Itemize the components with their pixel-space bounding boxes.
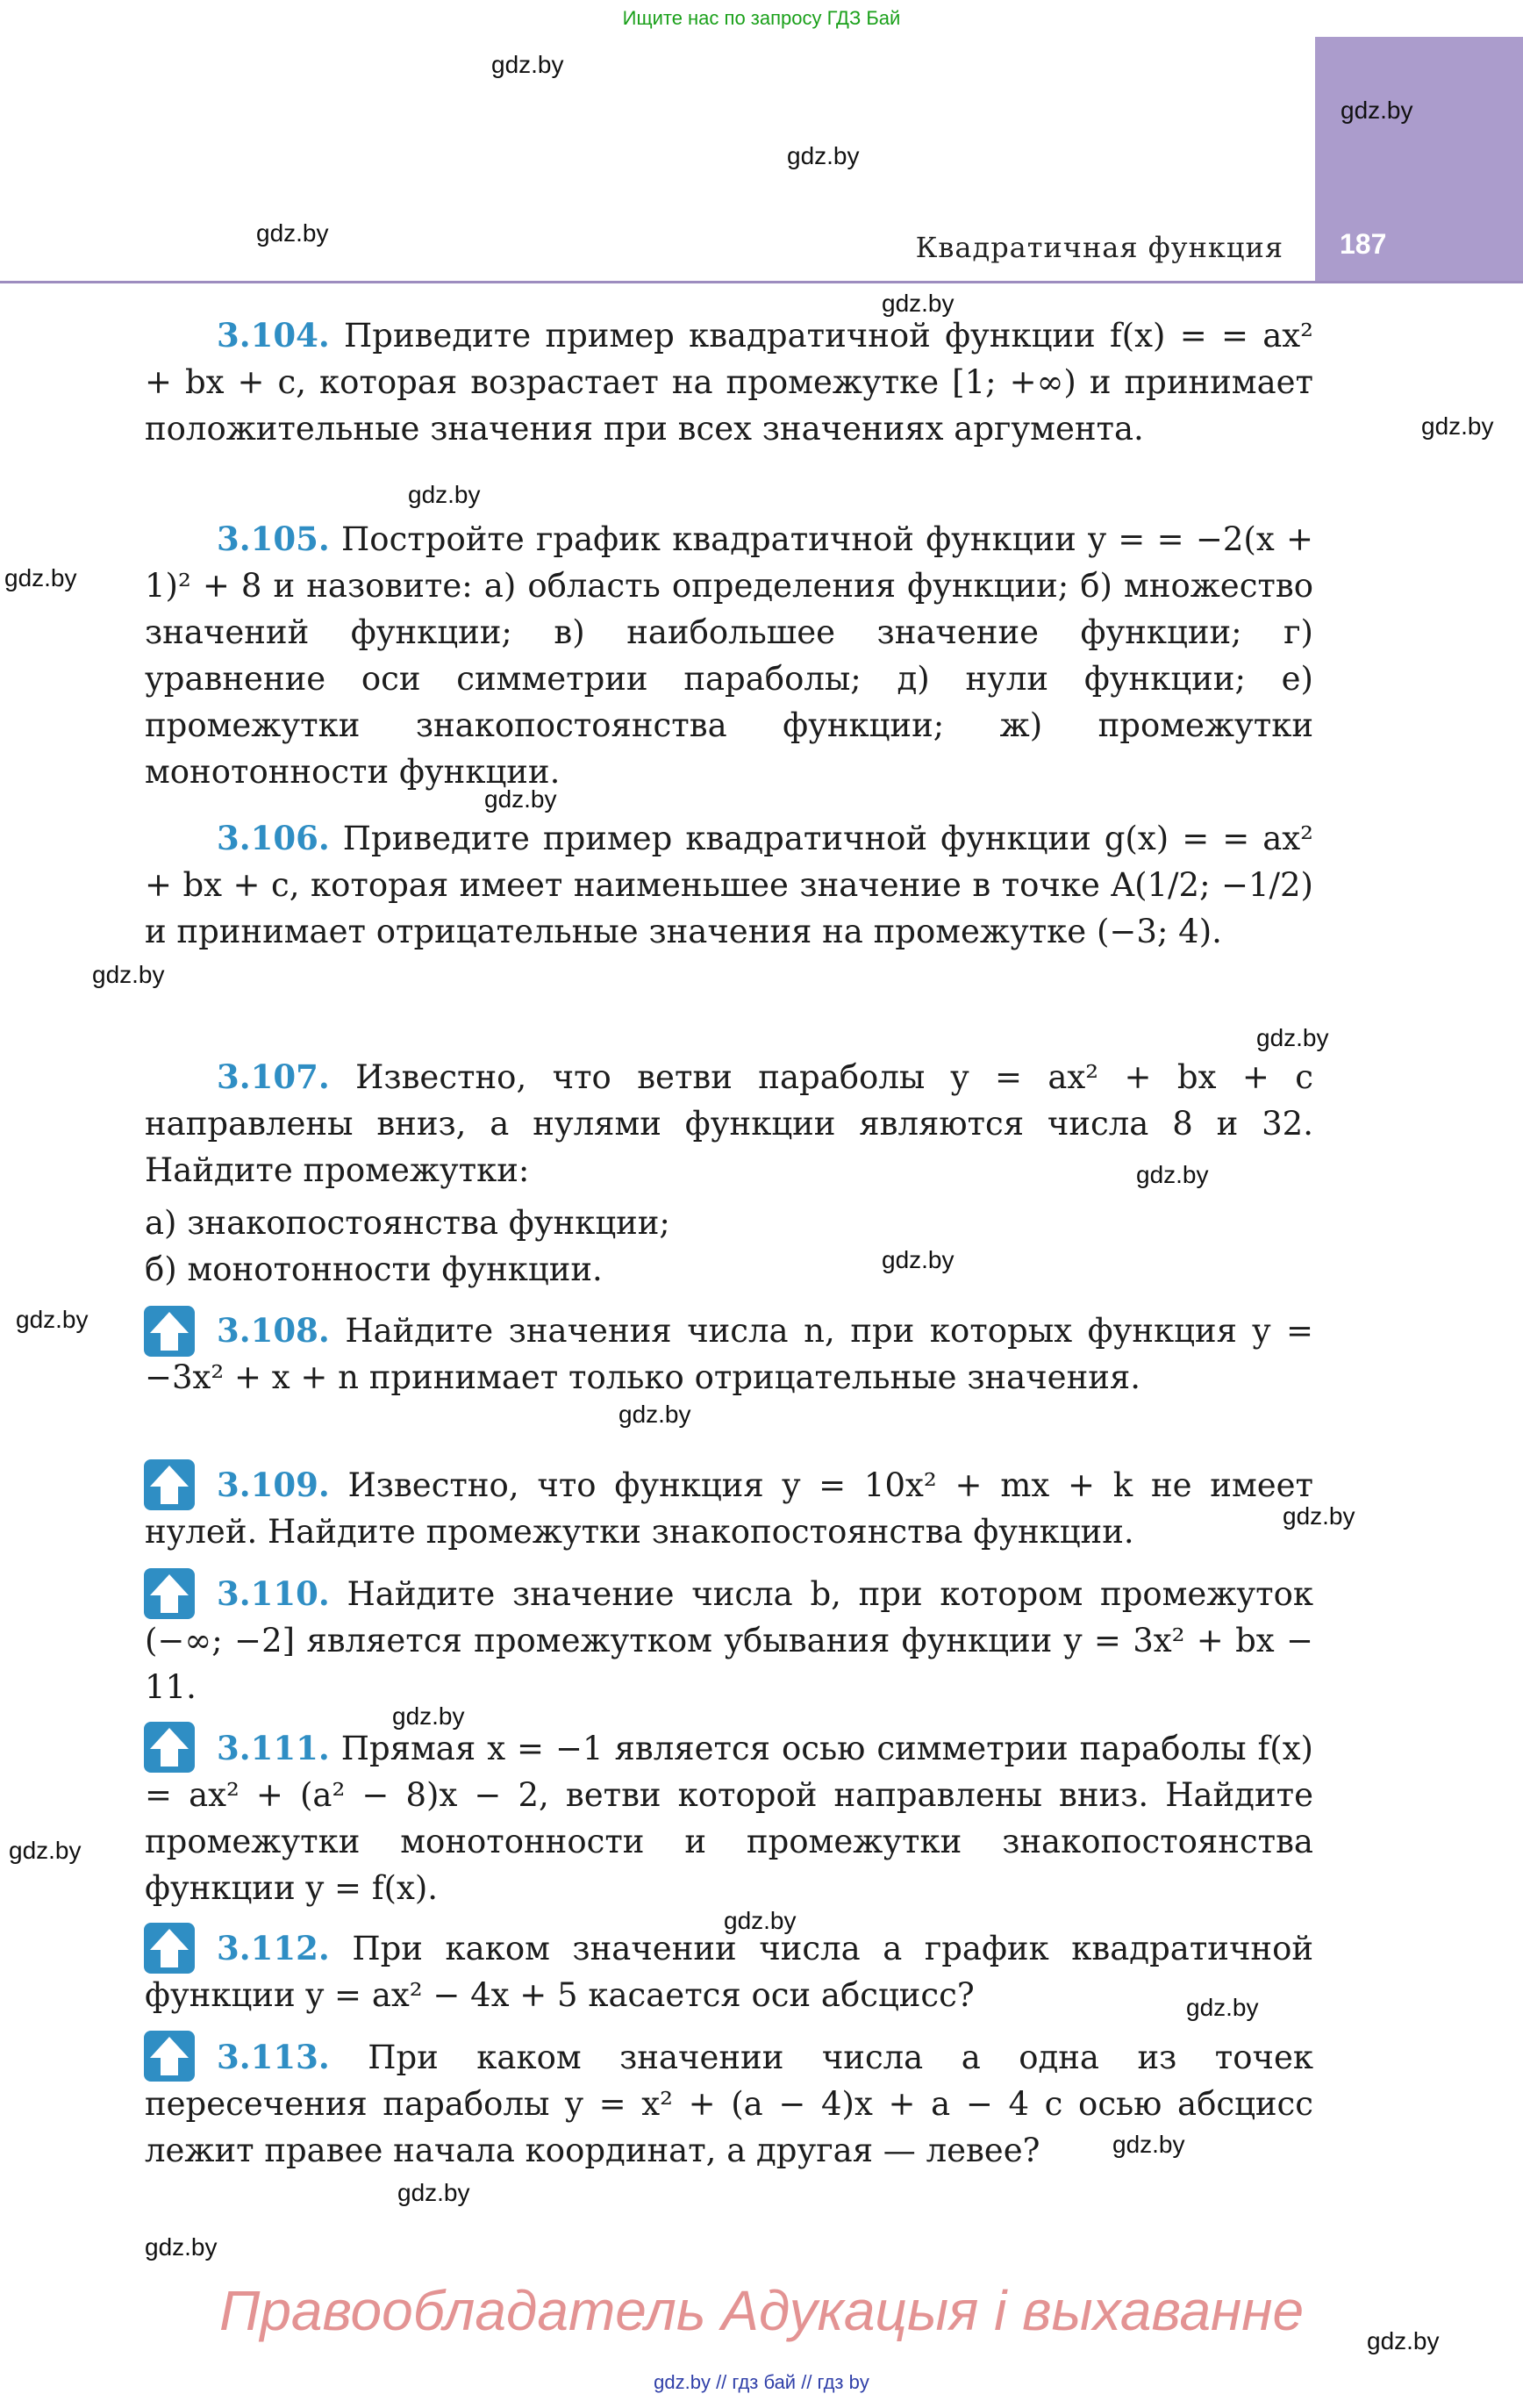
copyright-notice: Правообладатель Адукацыя і выхаванне [218,2279,1305,2342]
watermark: gdz.by [16,1306,89,1333]
watermark: gdz.by [145,2233,218,2261]
watermark: gdz.by [787,142,860,169]
watermark: gdz.by [392,1702,465,1730]
list-item: а) знакопостоянства функции; [145,1204,670,1242]
watermark: gdz.by [1421,412,1494,440]
problem-3-107 [145,1054,1313,1193]
problem-3-109 [145,1462,1313,1555]
watermark: gdz.by [618,1401,691,1428]
problem-3-105 [145,516,1313,795]
problem-3-108 [145,1308,1313,1401]
problem-text: Найдите значения числа n, при которых функция y = −3x² + x + n принимает только отрицательные значения. [145,1312,1313,1396]
problem-text: Известно, что функция y = 10x² + mx + k не имеет нулей. Найдите промежутки знакопостоянства функции. [145,1466,1313,1551]
problem-3-111 [145,1725,1313,1911]
watermark: gdz.by [4,564,77,591]
problem-text: Приведите пример квадратичной функции f(x) = = ax² + bx + c, которая возрастает на промежутке [1; +∞) и принимает положительные значения при всех значениях аргумента. [145,317,1313,448]
list-item: б) монотонности функции. [145,1251,603,1288]
watermark: gdz.by [882,290,955,317]
problem-number: 3.107. [217,1057,330,1096]
watermark: gdz.by [882,1246,955,1273]
page-number: 187 [1340,228,1387,260]
problem-number: 3.111. [217,1729,330,1767]
watermark: gdz.by [256,219,329,247]
watermark: gdz.by [1341,97,1413,124]
page-tab [1315,37,1523,281]
problem-3-106 [145,815,1313,955]
problem-text: Прямая x = −1 является осью симметрии параболы f(x) = ax² + (a² − 8)x − 2, ветви которой направлены вниз. Найдите промежутки монотонности и промежутки знакопостоянства функции y = f(x). [145,1730,1313,1907]
problem-3-104 [145,312,1313,452]
watermark: gdz.by [1283,1502,1355,1530]
problem-number: 3.110. [217,1574,330,1613]
watermark: gdz.by [1256,1024,1329,1051]
footer-links[interactable]: gdz.by // гдз бай // гдз by [654,2371,869,2393]
watermark: gdz.by [724,1907,797,1934]
problem-number: 3.113. [217,2038,330,2076]
problem-number: 3.108. [217,1311,330,1350]
problem-text: Найдите значение числа b, при котором промежуток (−∞; −2] является промежутком убывания функции y = 3x² + bx − 11. [145,1575,1314,1706]
watermark: gdz.by [397,2179,470,2206]
problem-text: При каком значении числа a график квадратичной функции y = ax² − 4x + 5 касается оси абсцисс? [145,1930,1314,2014]
problem-3-110 [145,1571,1313,1710]
watermark: gdz.by [1112,2131,1185,2158]
problem-number: 3.112. [217,1929,330,1967]
problem-text: Постройте график квадратичной функции y = = −2(x + 1)² + 8 и назовите: а) область определения функции; б) множество значений функции; в) наибольшее значение функции; г) уравнение оси симметрии параболы; д) нули функции; е) промежутки знакопостоянства функции; ж) промежутки монотонности функции. [145,520,1313,791]
top-banner[interactable]: Ищите нас по запросу ГДЗ Бай [622,7,901,29]
problem-3-112 [145,1925,1313,2018]
problem-number: 3.109. [217,1466,330,1504]
watermark: gdz.by [1136,1161,1209,1188]
header-divider [0,281,1523,283]
problem-number: 3.105. [217,520,330,558]
watermark: gdz.by [408,481,481,508]
watermark: gdz.by [92,961,165,988]
watermark: gdz.by [1367,2327,1440,2354]
problem-number: 3.104. [217,316,330,355]
problem-text: При каком значении числа a одна из точек пересечения параболы y = x² + (a − 4)x + a − 4 с осью абсцисс лежит правее начала координат, а другая — левее? [145,2039,1313,2169]
problem-text: Известно, что ветви параболы y = ax² + bx + c направлены вниз, а нулями функции являются числа 8 и 32. Найдите промежутки: [145,1058,1313,1189]
watermark: gdz.by [491,51,564,78]
problem-text: Приведите пример квадратичной функции g(x) = = ax² + bx + c, которая имеет наименьшее значение в точке A(1/2; −1/2) и принимает отрицательные значения на промежутке (−3; 4). [145,820,1314,950]
problem-3-113 [145,2034,1313,2174]
watermark: gdz.by [1186,1994,1259,2021]
watermark: gdz.by [484,785,557,813]
problem-number: 3.106. [217,819,330,857]
section-title: Квадратичная функция [915,231,1283,264]
watermark: gdz.by [9,1837,82,1864]
